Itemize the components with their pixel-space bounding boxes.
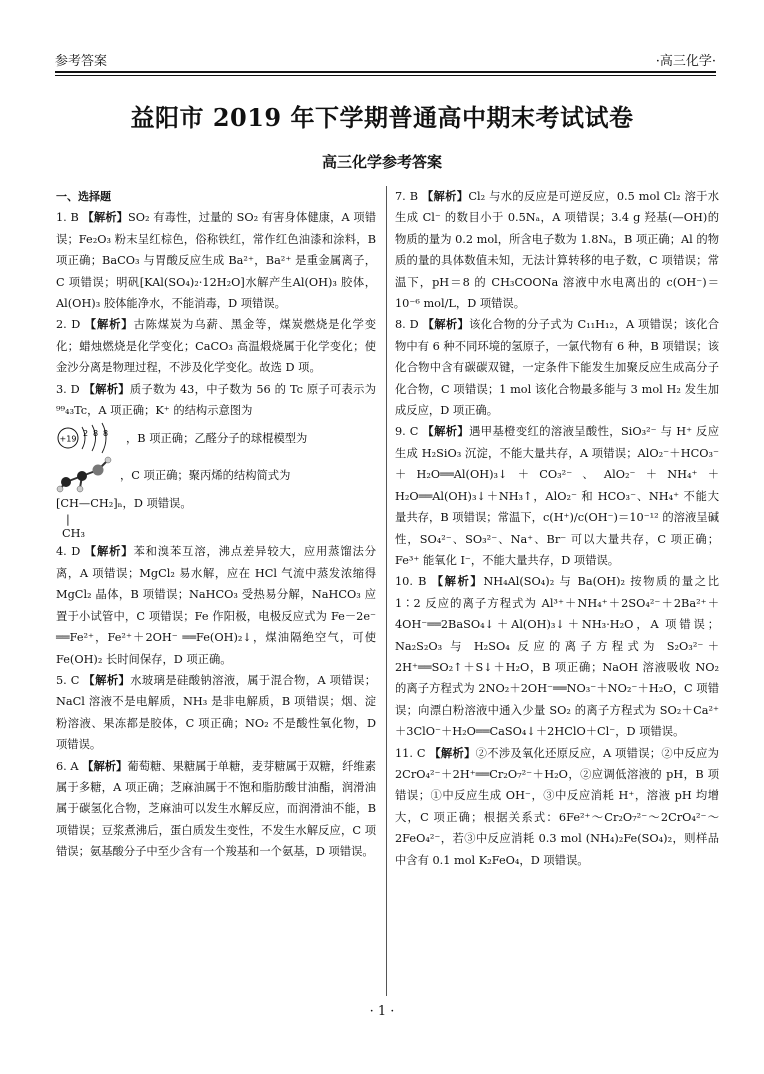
- k-ion-diagram-icon: [56, 421, 126, 455]
- svg-text:8: 8: [103, 429, 109, 439]
- question-number: 7. B: [395, 190, 418, 203]
- question-number: 9. C: [395, 425, 419, 439]
- analysis-tag: 【解析】: [84, 545, 134, 559]
- right-column: [395, 186, 719, 871]
- analysis-tag: 【解析】: [422, 318, 470, 332]
- header-rule-thin: [55, 75, 716, 76]
- question-11: [395, 743, 719, 871]
- question-text-cont: ，C 项正确；聚丙烯的结构简式为: [120, 468, 291, 482]
- question-3: [56, 379, 376, 542]
- column-divider: [386, 186, 387, 996]
- polymer-formula: [CH—CH₂]ₙ，D 项错误。: [56, 497, 192, 511]
- question-8: [395, 314, 719, 421]
- question-number: 8. D: [395, 318, 419, 332]
- analysis-tag: 【解析】: [84, 318, 134, 332]
- question-number: 3. D: [56, 382, 80, 396]
- question-text: ②不涉及氧化还原反应，A 项错误；②中反应为 2CrO₄²⁻＋2H⁺══Cr₂O₇²⁻＋H₂O，②应调低溶液的 pH，B 项错误；①中反应生成 OH⁻，③中反应消耗 H⁺，溶液 pH 均增大，C 项正确；根据关系式：6Fe²⁺～Cr₂O₇²⁻～2CrO₄²⁻～2FeO₄²⁻，若③中反应消耗 0.3 mol (NH₄)₂Fe(SO₄)₂，则样品中含有 0.1 mol K₂FeO₄，D 项错误。: [395, 746, 719, 867]
- header-right: ·高三化学·: [655, 54, 716, 69]
- methyl-group: CH₃: [62, 527, 86, 541]
- question-7: [395, 186, 719, 314]
- question-number: 2. D: [56, 318, 81, 332]
- question-text: NH₄Al(SO₄)₂ 与 Ba(OH)₂ 按物质的量之比 1∶2 反应的离子方程式为 Al³⁺＋NH₄⁺＋2SO₄²⁻＋2Ba²⁺＋4OH⁻══2BaSO₄↓＋Al(OH)₃↓＋NH₃·H₂O，A 项错误；Na₂S₂O₃ 与 H₂SO₄ 反应的离子方程式为 S₂O₃²⁻＋2H⁺══SO₂↑＋S↓＋H₂O，B 项正确；NaOH 溶液吸收 NO₂ 的离子方程式为 2NO₂＋2OH⁻══NO₃⁻＋NO₂⁻＋H₂O，C 项错误；向漂白粉溶液中通入少量 SO₂ 的离子方程式为 SO₂＋Ca²⁺＋3ClO⁻＋H₂O══CaSO₄↓＋2HClO＋Cl⁻，D 项错误。: [395, 575, 719, 739]
- polypropylene-formula: [56, 495, 376, 541]
- question-text: 苯和溴苯互溶，沸点差异较大，应用蒸馏法分离，A 项错误；MgCl₂ 易水解，应在 HCl 气流中蒸发浓缩得 MgCl₂ 晶体，B 项错误；NaHCO₃ 受热易分解，NaHCO₃ 应置于小试管中，C 项错误；Fe 作阳极，电极反应式为 Fe－2e⁻ ══Fe²⁺，Fe²⁺＋2OH⁻ ══Fe(OH)₂↓，煤油隔绝空气，可使 Fe(OH)₂ 长时间保存，D 项正确。: [56, 545, 376, 666]
- analysis-tag: 【解析】: [421, 190, 469, 203]
- question-text: SO₂ 有毒性，过量的 SO₂ 有害身体健康，A 项错误；Fe₂O₃ 粉末呈红棕色，俗称铁红，常作红色油漆和涂料，B 项正确；BaCO₃ 与胃酸反应生成 Ba²⁺，Ba²⁺ 是重金属离子，C 项错误；明矾[KAl(SO₄)₂·12H₂O]水解产生Al(OH)₃ 胶体，Al(OH)₃ 胶体能净水，不能消毒，D 项错误。: [56, 211, 376, 311]
- question-number: 1. B: [56, 211, 79, 225]
- question-6: [56, 756, 376, 863]
- svg-text:2: 2: [83, 429, 89, 439]
- question-text: Cl₂ 与水的反应是可逆反应，0.5 mol Cl₂ 溶于水生成 Cl⁻ 的数目小于 0.5Nₐ，A 项错误；3.4 g 羟基(—OH)的物质的量为 0.2 mol，所含电子数为 1.8Nₐ，B 项正确；Al 的物质的量的具体数值未知，无法计算转移的电子数，C 项错误；常温下，pH＝8 的 CH₃COONa 溶液中水电离出的 c(OH⁻)＝10⁻⁶ mol/L，D 项错误。: [395, 190, 720, 311]
- question-1: [56, 207, 376, 314]
- header-rule: [55, 71, 716, 73]
- analysis-tag: 【解析】: [83, 673, 131, 687]
- question-number: 5. C: [56, 673, 80, 687]
- question-text: 质子数为 43，中子数为 56 的 Tc 原子可表示为⁹⁹₄₃Tc，A 项正确；K⁺ 的结构示意图为: [56, 382, 376, 418]
- question-text: 葡萄糖、果糖属于单糖，麦芽糖属于双糖，纤维素属于多糖，A 项正确；芝麻油属于不饱和脂肪酸甘油酯，润滑油属于碳氢化合物，芝麻油可以发生水解反应，而润滑油不能，B 项错误；豆浆煮沸后，蛋白质发生变性，不发生水解反应，C 项错误；氨基酸分子中至少含有一个羧基和一个氨基，D 项错误。: [56, 759, 377, 859]
- question-text-cont: ，B 项正确；乙醛分子的球棍模型为: [126, 431, 308, 445]
- left-column: [56, 186, 376, 863]
- question-text: 古陈煤炭为乌薪、黑金等，煤炭燃烧是化学变化；蜡烛燃烧是化学变化；CaCO₃ 高温煅烧属于化学变化；使金沙分离是物理过程，不涉及化学变化。故选 D 项。: [56, 318, 376, 375]
- analysis-tag: 【解析】: [431, 575, 484, 589]
- header-left: 参考答案: [55, 54, 108, 69]
- polymer-branch: | CH₃: [56, 513, 376, 541]
- question-number: 6. A: [56, 759, 79, 773]
- question-number: 4. D: [56, 545, 81, 559]
- section-heading: 一、选择题: [56, 190, 111, 203]
- question-number: 10. B: [395, 575, 427, 589]
- analysis-tag: 【解析】: [82, 211, 128, 225]
- question-text: 该化合物的分子式为 C₁₁H₁₂，A 项错误；该化合物中有 6 种不同环境的氢原子，一氯代物有 6 种，B 项错误；该化合物中含有碳碳双键，一定条件下能发生加聚反应生成高分子化合物，C 项错误；1 mol 该化合物最多能与 3 mol H₂ 发生加成反应，D 项正确。: [395, 318, 719, 418]
- question-text: 遇甲基橙变红的溶液呈酸性，SiO₃²⁻ 与 H⁺ 反应生成 H₂SiO₃ 沉淀，不能大量共存，A 项错误；AlO₂⁻＋HCO₃⁻＋H₂O══Al(OH)₃↓＋CO₃²⁻、AlO₂⁻＋NH₄⁺＋H₂O══Al(OH)₃↓＋NH₃↑，AlO₂⁻ 和 HCO₃⁻、NH₄⁺ 不能大量共存，B 项错误；常温下，c(H⁺)/c(OH⁻)＝10⁻¹² 的溶液呈碱性，SO₄²⁻、SO₃²⁻、Na⁺、Br⁻ 可以大量共存，C 项正确；Fe³⁺ 能氧化 I⁻，不能大量共存，D 项错误。: [395, 425, 720, 567]
- question-2: [56, 314, 376, 378]
- page-subtitle: 高三化学参考答案: [321, 153, 442, 171]
- question-4: [56, 541, 376, 669]
- question-text: 水玻璃是硅酸钠溶液，属于混合物，A 项错误；NaCl 溶液不是电解质，NH₃ 是非电解质，B 项错误；烟、淀粉溶液、果冻都是胶体，C 项正确；NO₂ 不是酸性氧化物，D 项错误。: [56, 673, 376, 752]
- page-title: 益阳市 2019 年下学期普通高中期末考试试卷: [130, 103, 634, 132]
- question-number: 11. C: [395, 746, 426, 760]
- ball-stick-model-icon: [56, 456, 120, 494]
- analysis-tag: 【解析】: [429, 746, 476, 760]
- question-10: [395, 571, 719, 742]
- k-ion-structure-row: [56, 421, 376, 455]
- svg-text:8: 8: [93, 429, 99, 439]
- analysis-tag: 【解析】: [82, 759, 128, 773]
- page-number: · 1 ·: [369, 1004, 395, 1019]
- analysis-tag: 【解析】: [422, 425, 470, 439]
- analysis-tag: 【解析】: [83, 382, 130, 396]
- nucleus-charge: +19: [59, 434, 77, 444]
- question-5: [56, 670, 376, 756]
- acetaldehyde-model-row: [56, 455, 376, 495]
- question-9: [395, 421, 719, 571]
